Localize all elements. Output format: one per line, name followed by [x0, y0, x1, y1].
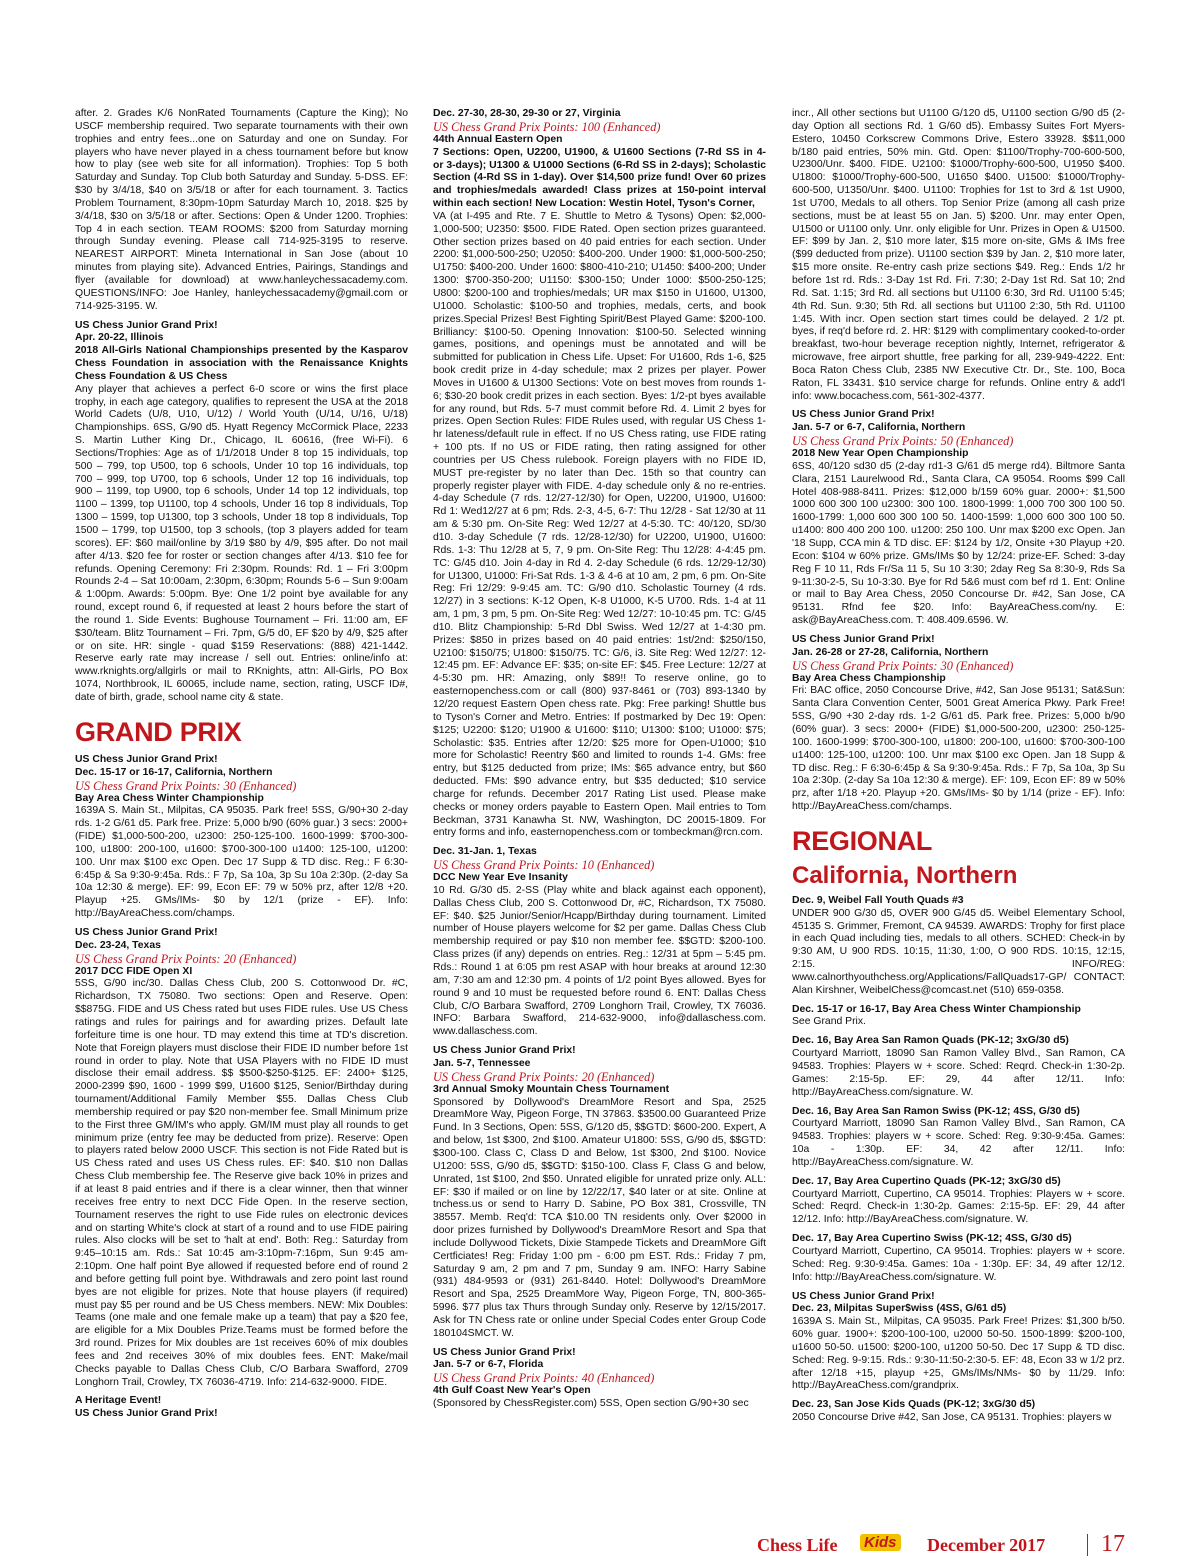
event-listing	[75, 320, 408, 705]
event-details: Any player that achieves a perfect 6-0 score or wins the first place trophy, in each age category, qualifies to represent the USA at the 2018 World Cadets (U/8, U10, U/12) / World Youth (U/14, U/16, U/18) Championships. 6SS, G/90 d5. Hyatt Regency McCormick Place, 2233 S. Martin Luther King Dr., Chicago, IL 60616, (free Wi-Fi). 6 Sections/Trophies: Age as of 1/1/2018 Under 8 top 15 individuals, top 500 – 799, top U500, top 6 schools, Under 10 top 16 individuals, top 700 – 999, top U700, top 6 schools, Under 12 top 16 individuals, top 900 – 1199, top U900, top 6 schools, Under 14 top 12 individuals, top 1100 – 1399, top U1100, top 4 schools, Under 16 top 8 individuals, Top 1300 – 1599, top U1300, top 3 schools, Under 18 top 8 individuals, Top 1500 – 1799, top U1500, top 3 schools, (top 3 players added for team scores). EF: $60 mail/online by 3/19 $80 by 4/9, $95 after. Do not mail after 4/13. $20 fee for roster or section changes after 4/13. $10 fee for refunds. Opening Ceremony: Fri 2:30pm. Rounds: Rd. 1 – Fri 3:00pm Rounds 2-4 – Sat 10:00am, 2:30pm, 6:30pm; Rounds 5-6 – Sun 9:00am & 1:00pm. Awards: 5:00pm. Bye: One 1/2 point bye available for any round, except round 6, if requested at least 2 hours before the start of the round 1. Side Events: Bughouse Tournament – Fri. 11:00 am, EF $30/team. Blitz Tournament – Fri. 7pm, G/5 d0, EF $20 by 4/9, $25 after or on site. HR: single - quad $159 Reservations: (888) 421-1442. Reserve early rate may increase / sell out. Entries: online/info at: www.rknights.org/allgirls or mail to RKnights, attn: All-Girls, PO Box 1074, Northbrook, IL 60065, include name, section, rating, USCF ID#, date of birth, grade, school name city & state.	[75, 383, 408, 703]
event-heading: Dec. 31-Jan. 1, Texas	[433, 846, 537, 858]
event-listing	[75, 754, 408, 921]
event-details: Fri: BAC office, 2050 Concourse Drive, #42, San Jose 95131; Sat&Sun: Santa Clara Convention Center, 5001 Great America Pkwy. Park Free! 5SS, G/90 +30 2-day rds. 1-2 G/61 d5. Park free. Prizes: 5,000 b/90 (60% guar). 3 secs: 2000+ (FIDE) $1,000-500-200, u2300: 250-125-100. 1600-1999: $700-300-100, u1800: 200-100, u1600: $700-300-100 u1400: 125-100, u1200: 100. Unr max $100 exc Open. Jan 18 Supp & TD disc. Reg.: F 6:30-6:45p & Sa 9:30-9:45a. Rds.: F 7p, Sa 10a, 3p Su 10a 2:30p. (2-day Sa 10a 12:30 & merge). EF: 109, Econ EF: 89 w 50% prz, after 1/18 +20. Playup +20. GMs/IMs- $0 by 1/14 (prize - EF). Info: http://BayAreaChess.com/champs.	[792, 685, 1125, 813]
grand-prix-points: US Chess Grand Prix Points: 20 (Enhanced)	[75, 951, 297, 966]
event-details: Courtyard Marriott, 18090 San Ramon Valley Blvd., San Ramon, CA 94583. Trophies: Players w + score. Sched: Reqrd. Check-in 1:30-2p. Games: 2:15-5p. EF: 29, 44 after 12/11. Info: http://BayAreaChess.com/signature. W.	[792, 1048, 1125, 1098]
event-heading: Dec. 23, San Jose Kids Quads (PK-12; 3xG/30 d5)	[792, 1399, 1036, 1411]
event-details: See Grand Prix.	[792, 1016, 866, 1028]
grand-prix-points: US Chess Grand Prix Points: 100 (Enhanced)	[433, 119, 661, 134]
event-listing	[792, 1106, 1125, 1170]
event-heading: US Chess Junior Grand Prix!	[433, 1346, 576, 1358]
event-heading: Jan. 5-7 or 6-7, Florida	[433, 1359, 544, 1371]
event-listing	[433, 1045, 766, 1341]
event-title: Bay Area Chess Championship	[792, 672, 946, 684]
event-heading: Dec. 9, Weibel Fall Youth Quads #3	[792, 894, 964, 906]
event-details: Courtyard Marriott, Cupertino, CA 95014. Trophies: players w + score. Sched: Reg. 9:30-9:45a. Games: 10a - 1:30p. EF: 34, 49 after 12/12. Info: http://BayAreaChess.com/signature. W.	[792, 1245, 1125, 1283]
event-heading: A Heritage Event!	[75, 1395, 162, 1407]
event-listing	[75, 1395, 408, 1421]
event-heading: Jan. 5-7 or 6-7, California, Northern	[792, 422, 966, 434]
event-details: 10 Rd. G/30 d5. 2-SS (Play white and black against each opponent), Dallas Chess Club, 200 S. Cottonwood Dr, #C, Richardson, TX 75080. EF: $40. $25 Junior/Senior/Hcapp/Birthday during tournament. Limited number of House players welcome for $2 per game. Dallas Chess Club membership required or pay $10 non member fee. $$GTD: $200-100. Class prizes (if any) depends on entries. Reg.: 12/31 at 5pm – 5:45 pm. Rds.: Round 1 at 6:05 pm rest ASAP with hour breaks at around 12:30 am, 7:30 am and 12:30 pm. 4 points of 1/2 point Byes allowed. Byes for round 9 and 10 must be requested before round 6. ENT: Dallas Chess Club, C/O Barbara Swafford, 2709 Longhorn Trail, Crowley, TX 76036. INFO: Barbara Swafford, 214-632-9000, info@dallaschess.com. www.dallaschess.com.	[433, 884, 766, 1038]
event-title: 7 Sections: Open, U2200, U1900, & U1600 Sections (7-Rd SS in 4- or 3-days); U1300 & U1000 Sections (6-Rd SS in 2-days); Scholastic Section (4-Rd SS in 1-day). Over $14,500 prize fund! Over 60 prizes and trophies/medals awarded! Class prizes at 150-point interval within each section! New Location: Westin Hotel, Tyson's Corner,	[433, 146, 766, 210]
event-title: DCC New Year Eve Insanity	[433, 872, 568, 884]
event-listing	[792, 1035, 1125, 1099]
event-details: (Sponsored by ChessRegister.com) 5SS, Open section G/90+30 sec	[433, 1398, 749, 1410]
footer-divider	[1087, 1534, 1088, 1556]
grand-prix-points: US Chess Grand Prix Points: 10 (Enhanced)	[433, 858, 655, 873]
event-title: 2017 DCC FIDE Open XI	[75, 965, 193, 977]
event-heading: Dec. 17, Bay Area Cupertino Swiss (PK-12; 4SS, G/30 d5)	[792, 1233, 1072, 1245]
event-listing	[792, 634, 1125, 814]
event-heading: Dec. 27-30, 28-30, 29-30 or 27, Virginia	[433, 108, 621, 119]
event-heading: Jan. 26-28 or 27-28, California, Northern	[792, 646, 989, 658]
event-details: Sponsored by Dollywood's DreamMore Resort and Spa, 2525 DreamMore Way, Pigeon Forge, TN 37863. $3500.00 Guaranteed Prize Fund. In 3 Sections, Open: 5SS, G/120 d5, $$GTD: $600-200. Expert, A and below, 1st $300, 2nd $100. Amateur U1800: 5SS, G/90 d5, $$GTD: $300-100. Class C, Class D and Below, 1st $300, 2nd $100. Novice U1200: 5SS, G/90 d5, $$GTD: $150-100. Class F, Class G and below, Unrated, 1st $100, 2nd $50. Unrated eligible for unrated prize only. ALL: EF: $30 if mailed or on line by 12/22/17, $40 later or at site. Online at tnchess.us or send to Harry D. Sabine, PO Box 381, Crossville, TN 38557. Memb. Req'd: TCA $10.00 TN residents only. Over $2000 in door prizes furnished by Dollywood's DreamMore Resort and Spa that include Dollywood Tickets, Dixie Stampede Tickets and DreamMore Gift Certficiates! Reg: Friday 1:00 pm - 6:00 pm EST. Rds.: Friday 7 pm, Saturday 9 am, 2 pm and 7 pm, Sunday 9 am. INFO: Harry Sabine (931) 484-9593 or (931) 261-8440. Hotel: Dollywood's DreamMore Resort and Spa, 2525 DreamMore Way, Pigeon Forge, TN, 800-365-5996. $77 plus tax Thurs through Sunday only. Reserve by 12/15/2017. Ask for TN Chess rate or online under Special Codes enter Group Code 180104SMCT. W.	[433, 1096, 766, 1339]
grand-prix-points: US Chess Grand Prix Points: 40 (Enhanced)	[433, 1371, 655, 1386]
event-heading: US Chess Junior Grand Prix!	[792, 633, 935, 645]
grand-prix-points: US Chess Grand Prix Points: 20 (Enhanced)	[433, 1069, 655, 1084]
event-details: Courtyard Marriott, 18090 San Ramon Valley Blvd., San Ramon, CA 94583. Trophies: players w + score. Sched: Reg. 9:30-9:45a. Games: 10a - 1:30p. EF: 34, 42 after 12/11. Info: http://BayAreaChess.com/signature. W.	[792, 1118, 1125, 1168]
event-title: 4th Gulf Coast New Year's Open	[433, 1385, 591, 1397]
event-listing	[433, 846, 766, 1039]
event-listing	[75, 108, 408, 314]
event-heading: Dec. 15-17 or 16-17, Bay Area Chess Winter Championship	[792, 1003, 1081, 1015]
event-heading: US Chess Junior Grand Prix!	[75, 319, 218, 331]
event-title: Bay Area Chess Winter Championship	[75, 792, 264, 804]
issue-date: December 2017	[927, 1535, 1046, 1555]
event-heading: US Chess Junior Grand Prix!	[75, 753, 218, 765]
event-details: 1639A S. Main St., Milpitas, CA 95035. Park free! 5SS, G/90+30 2-day rds. 1-2 G/61 d5. Park free. Prize: 5,000 b/90 (60% guar.) 3 secs: 2000+ (FIDE) $1,000-500-200, u2300: 250-125-100. 1600-1999: $700-300-100, u1800: 200-100, u1600: $700-300-100 u1400: 125-100, u1200: 100. Unr max $100 exc Open. Dec 17 Supp & TD disc. Reg.: F 6:30-6:45p & Sa 9:30-9:45a. Rds.: F 7p, Sa 10a, 3p Su 10a 2:30p. (2-day Sa 10a 12:30 & merge). EF: 99, Econ EF: 79 w 50% prz, after 12/8 +20. Playup +25. GMs/IMs- $0 by 12/1 (prize - EF). Info: http://BayAreaChess.com/champs.	[75, 805, 408, 920]
event-title: 2018 New Year Open Championship	[792, 448, 969, 460]
event-details: Courtyard Marriott, Cupertino, CA 95014. Trophies: Players w + score. Sched: Reqrd. Check-in 1:30-2p. Games: 2:15-5p. EF: 29, 44 after 12/12. Info: http://BayAreaChess.com/signature. W.	[792, 1188, 1125, 1226]
event-details: 6SS, 40/120 sd30 d5 (2-day rd1-3 G/61 d5 merge rd4). Biltmore Santa Clara, 2151 Laurelwood Rd., Santa Clara, CA 95054. Rooms $99 Call Hotel 408-988-8411. Prizes: $12,000 b/159 60% guar. 2000+: $1,500 1000 600 300 100 u2300: 300 100. 1800-1999: 1,000 700 300 100 50. 1600-1799: 1,000 600 300 100 50. 1400-1599: 1,000 600 300 100 50. u1400: 800 400 200 100. u1200: 250 100. Unr max $200 exc Open. Jan '18 Supp, CCA min & TD disc. EF: $124 by 1/2, Onsite +30 Playup +20. Econ: $104 w 60% prize. GMs/IMs $0 by 12/24: prize-EF. Sched: 3-day Reg F 10 11, Rds Fr/Sa 11 5, Su 10 3:30; 2day Reg Sa 8:30-9, Rds Sa 9-11:30-2-5, Su 10-3:30. Bye for Rd 5&6 must com bef rd 1. Ent: Online or mail to Bay Area Chess, 2050 Concourse Dr. #42, San Jose, CA 95131. Rfnd fee $20. Info: BayAreaChess.com/ny. E: ask@BayAreaChess.com. T: 408.409.6596. W.	[792, 460, 1125, 627]
section-heading: GRAND PRIX	[75, 716, 242, 747]
event-heading: US Chess Junior Grand Prix!	[433, 1045, 576, 1057]
event-heading: US Chess Junior Grand Prix!	[75, 926, 218, 938]
grand-prix-points: US Chess Grand Prix Points: 30 (Enhanced)	[792, 658, 1014, 673]
column-3	[792, 108, 1125, 1488]
page-footer	[757, 1532, 1137, 1558]
column-1	[75, 108, 408, 1488]
event-listing	[433, 1347, 766, 1411]
grand-prix-points: US Chess Grand Prix Points: 30 (Enhanced)	[75, 778, 297, 793]
event-heading: Dec. 16, Bay Area San Ramon Swiss (PK-12; 4SS, G/30 d5)	[792, 1105, 1080, 1117]
event-listing	[792, 108, 1125, 403]
event-details: UNDER 900 G/30 d5, OVER 900 G/45 d5. Weibel Elementary School, 45135 S. Grimmer, Fremont, CA 94539. AWARDS: Trophy for first place in each Quad including ties, medals to all others. SCHED: Check-in by 9:30 AM, U 900 RDS. 10:15, 11:30, 1:00, O 900 RDS. 10:15, 12:15, 2:15. INFO/REG: www.calnorthyouthchess.org/Applications/FallQuads17-GP/ CONTACT: Alan Kirshner, WeibelChess@comcast.net (510) 659-0358.	[792, 907, 1125, 996]
event-heading: Dec. 16, Bay Area San Ramon Quads (PK-12; 3xG/30 d5)	[792, 1035, 1069, 1047]
event-heading: Dec. 23-24, Texas	[75, 939, 161, 951]
event-title: 44th Annual Eastern Open	[433, 133, 563, 145]
event-heading: US Chess Junior Grand Prix!	[792, 1290, 935, 1302]
event-details: 1639A S. Main St., Milpitas, CA 95035. Park Free! Prizes: $1,300 b/50. 60% guar. 1900+: $200-100-100, u2000 50-50. 1500-1899: $200-100, u1600 50-50. u1500: $200-100, u1200 50-50. Dec 17 Supp & TD disc. Sched: Reg. 9-9:15. Rds.: 9:30-11:50-2:30-5. EF: 48, Econ 33 w 1/2 prz. after 12/18 +15, playup +25, GMs/IMs/NMs- $0 by 11/29. Info: http://BayAreaChess.com/grandprix.	[792, 1316, 1125, 1392]
section-heading: REGIONAL	[792, 825, 933, 856]
kids-logo: Kids	[860, 1534, 901, 1551]
event-title: 3rd Annual Smoky Mountain Chess Tournament	[433, 1083, 670, 1095]
event-listing	[792, 1176, 1125, 1227]
event-details: after. 2. Grades K/6 NonRated Tournaments (Capture the King); No USCF membership required. Two separate tournaments with their own trophies and entry fees...one on Saturday and one on Sunday. For players who have never played in a chess tournament before but know how to play (see web site for all information). Trophies: Top 5 both Saturday and Sunday. Top Club both Saturday and Sunday. 5-DSS. EF: $30 by 3/4/18, $40 on 3/5/18 or after for each tournament. 3. Tactics Problem Tournament, 8:30pm-10pm Saturday March 10, 2018. $25 by 3/4/18, $30 on 3/5/18 or after. Sections: Open & Under 1200. Trophies: Top 4 in each section. TEAM ROOMS: $200 from Saturday morning through Sunday evening. Please call 714-925-3195 to reserve. NEAREST AIRPORT: Mineta International in San Jose (about 10 minutes from playing site). Advanced Entries, Pairings, Standings and flyer (available for download) at www.hanleychessacademy.com. QUESTIONS/INFO: Joe Hanley, hanleychessacademy@gmail.com or 714-925-3195. W.	[75, 108, 408, 312]
event-heading: US Chess Junior Grand Prix!	[792, 409, 935, 421]
event-heading: Dec. 17, Bay Area Cupertino Quads (PK-12; 3xG/30 d5)	[792, 1175, 1061, 1187]
event-heading: Apr. 20-22, Illinois	[75, 332, 164, 344]
event-listing	[792, 1399, 1125, 1425]
event-listing	[792, 1291, 1125, 1394]
event-listing	[75, 927, 408, 1390]
region-heading: California, Northern	[792, 861, 1018, 889]
event-heading: Dec. 23, Milpitas Super$wiss (4SS, G/61 d5)	[792, 1303, 1007, 1315]
event-listing	[792, 1233, 1125, 1284]
event-heading: 2018 All-Girls National Championships presented by the Kasparov Chess Foundation in association with the Renaissance Knights Chess Foundation & US Chess	[75, 345, 408, 382]
column-2	[433, 108, 766, 1488]
event-heading: Jan. 5-7, Tennessee	[433, 1057, 531, 1069]
event-details: 5SS, G/90 inc/30. Dallas Chess Club, 200 S. Cottonwood Dr. #C, Richardson, TX 75080. Two sections: Open and Reserve. Open: $$875G. FIDE and US Chess rated but uses FIDE rules. Use US Chess ratings and rules for pairings and for awarding prizes. Default late forfeiture time is one hour. TD may extend this time at TD's discretion. Note that Foreign players must disclose their FIDE ID number before 1st round in order to play. Note that USA Players with no FIDE ID must disclose their email address. $$ $500-$250-$125. EF: 2400+ $125, 2000-2399 $90, 1600 - 1999 $99, U1600 $125, Senior/Birthday during tournament/Additional Family Member $55. Dallas Chess Club membership required or pay $20 non-member fee. Small Minimum prize to the First three GM/IM's who apply. GM/IM must play all rounds to get minimum prize (entry fee may be deducted from prize). Reserve: Open to players rated below 2000 USCF. This section is not Fide Rated but is US Chess rated and uses US Chess rules. EF: $40. $10 non Dallas Chess Club membership fee. The Reserve give back 10% in prizes and if at least 8 paid entries and if there is a clear winner, then that winner receives free entry to next DCC Fide Open. In the reserve section, Tournament reserves the right to use Fide rules on electronic devices and on starting White's clock at start of a round and to use FIDE pairing rules. Also clocks will be set to 'halt at end'. Both: Reg.: Saturday from 9:45–10:15 am. Rds.: Sat 10:45 am-3:10pm-7:16pm, Sun 9:45 am- 2:10pm. One half point Bye allowed if requested before end of round 2 and before getting full point bye. Withdrawals and zero point last round byes are not eligible for prizes. Note that house players (if required) must pay $5 per round and be US Chess members. NEW: Mix Doubles: Teams (one male and one female make up a team) that pay a $20 fee, are eligible for a Mix Doubles Prize.Teams must be formed before the 3rd round. Prizes for Mix doubles are 1st receives 60% of mix doubles fees and 2nd receives 30% of mix doubles fees. ENT: Make/mail Checks payable to Dallas Chess Club, C/O Barbara Swafford, 2709 Longhorn Trail, Crowley, TX 76036-4719. Info: 214-632-9000. FIDE.	[75, 978, 408, 1388]
event-heading: US Chess Junior Grand Prix!	[75, 1408, 218, 1420]
event-details: 2050 Concourse Drive #42, San Jose, CA 95131. Trophies: players w	[792, 1412, 1112, 1424]
event-listing	[433, 108, 766, 840]
magazine-name: Chess Life	[757, 1535, 838, 1555]
page-number: 17	[1101, 1531, 1125, 1557]
event-listing	[792, 409, 1125, 628]
grand-prix-points: US Chess Grand Prix Points: 50 (Enhanced)	[792, 434, 1014, 449]
event-heading: Dec. 15-17 or 16-17, California, Northern	[75, 766, 273, 778]
event-details: VA (at I-495 and Rte. 7 E. Shuttle to Metro & Tysons) Open: $2,000-1,000-500; U2350: $500. FIDE Rated. Open section prizes guaranteed. Other section prizes based on 40 paid entries for each section. Under 2200: $1,000-500-250; U2050: $400-200. Under 1900: $1,000-500-250; U1750: $400-200. Under 1600: $800-410-210; U1450: $400-200; Under 1300: $700-350-200; U1150: $300-150; Under 1000: $500-250-125; U800: $200-100 and trophies/medals; UR max $150 in U1600, U1300, U1000. Scholastic: $100-50 and trophies, medals, certs, and book prizes.Special Prizes! Best Fighting Spirit/Best Played Game: $200-100. Brilliancy: $100-50. Opening Innovation: $100-50. Selected winning games, positions, and openings must be annotated and will be submitted for publication in Chess Life. Upset: For U1600, Rds 1-6, $25 book credit prize in 4-day schedule; max 2 prizes per player. Power Moves in U1600 & U1300 Sections: Vote on best moves from rounds 1-6; $30-20 book credit prizes in each section. Byes: 1/2-pt byes available for any round, but Rds. 5-7 must commit before Rd. 4. Limit 2 byes for prizes. Open Section Rules: FIDE Rules used, with regular US Chess 1-hr lateness/default rule in effect. If no US Chess rating, use FIDE rating + 100 pts. If no US or FIDE rating, then rating assigned for other countries per US Chess rulebook. Foreign players with no FIDE ID, MUST pre-register by no later than Dec. 15th so that country can properly register player with FIDE. 4-day schedule only & no re-entries. 4-day Schedule (7 rds. 12/27-12/30) for Open, U2200, U1900, U1600: Rd 1: Wed12/27 at 6 pm; Rds. 2-3, 4-5, 6-7: Thu 12/28 - Sat 12/30 at 11 am & 5:30 pm. On-Site Reg: Wed 12/27 at 4-5:30. TC: 40/120, SD/30 d10. 3-day Schedule (7 rds. 12/28-12/30) for U2200, U1900, U1600: Rds. 1-3: Thu 12/28 at 5, 7, 9 pm. On-Site Reg: Thu 12/28: 4-4:45 pm. TC: G/45 d10. Join 4-day in Rd 4. 2-day Schedule (6 rds. 12/29-12/30) for U1300, U1000: Fri-Sat Rds. 1-3 & 4-6 at 10 am, 2 pm, 6 pm. On-Site Reg: Fri 12/29: 9-9:45 am. TC: G/90 d10. Scholastic Tourney (4 rds. 12/27) in 3 sections: K-12 Open, K-8 U1000, K-5 U700. Rds. 1-4 at 11 am, 1 pm, 3 pm, 5 pm. On-Site Reg: Wed 12/27: 10-10:45 pm. TC: G/45 d10. Blitz Championship: 5-Rd Dbl Swiss. Wed 12/27 at 1-4:30 pm. Prizes: $850 in prizes based on 40 paid entries: 1st/2nd: $250/150, U2100: $150/75; U1800: $150/75. TC: G/6, i3. Site Reg: Wed 12/27: 12-12:45 pm. EF: Advance EF: $35; on-site EF: $45. Free Lecture: 12/27 at 4-5:30 pm. HR: Amazing, only $89!! To reserve online, go to easternopenchess.com or call (800) 937-8461 or (703) 893-1340 by 12/20 request Eastern Open chess rate. Pkg: Free parking! Shuttle bus to Tyson's Corner and Metro. Entries: If postmarked by Dec 19: Open: $125; U2200: $120; U1900 & U1600: $110; U1300: $100; U1000: $75; Scholastic: $35. Entries after 12/20: $25 more for Open-U1000; $10 more for Scholastic! Reentry $60 and limited to rounds 1-4. GMs: free entry, but $125 deducted from prize; IMs: $65 advance entry, but $60 deducted. FMs: $90 advance entry, but $35 deducted; $10 service charge for refunds. December 2017 Rating List used. Please make checks or money orders payable to Eastern Open. Mail entries to Tom Beckman, 3731 Kanawha St. NW, Washington, DC 20015-1809. For entry forms and info, easternopenchess.com or tombeckman@rcn.com.	[433, 210, 766, 839]
event-details: incr., All other sections but U1100 G/120 d5, U1100 section G/90 d5 (2-day Option all sections Rd. 1 G/60 d5). Embassy Suites Fort Myers-Estero, 10450 Corkscrew Commons Drive, Estero 33928. $$11,000 b/180 paid entries, 50% min. Gtd. Open: $1100/Trophy-700-600-500, U2300/Unr. $400. FIDE. U2100: $1000/Trophy-600-500, U1950 $400. U1800: $1000/Trophy-600-500, U1650 $400. U1500: $1000/Trophy-600-500, U1350/Unr. $400. U1100: Trophies for 1st to 3rd & 1st U900, 1st U700, Medals to all others. Top Senior Prize (among all cash prize sections, must be at least 55 on Jan. 5) $200. Unr. may enter Open, U1500 or U1100 only. Unr. only eligible for Unr. Prizes in Open & U1500. EF: $99 by Jan. 2, $10 more later, $15 more on-site, GMs & IMs free ($99 deducted from prize). U1100 section $39 by Jan. 2, $10 more later, $15 more onsite. Re-entry cash prize sections $49. Reg.: Ends 1/2 hr before 1st rd. Rds.: 3-Day 1st Rd. Fri. 7:30; 2-Day 1st Rd. Sat 10; 2nd Rd. Sat. 1:15; 3rd Rd. all sections but U1100 6:30, 3rd Rd. U1100 5:45; 4th Rd. Sun. 9:30; 5th Rd. all sections but U1100 2:30, 5th Rd. U1100 1:45. With incr. Open section start times could be delayed. 2 1/2 pt. byes, if req'd before rd. 2. HR: $129 with complimentary cooked-to-order breakfast, two-hour beverage reception nightly, Internet, refrigerator & microwave, free airport shuttle, free parking for all, 239-949-4222. Ent: Boca Raton Chess Club, 2385 NW Executive Ctr. Dr., Ste. 100, Boca Raton, FL 33431. $10 service charge for refunds. Online entry & add'l info: www.bocachess.com, 561-302-4377.	[792, 108, 1125, 402]
event-listing	[792, 1004, 1125, 1030]
event-listing	[792, 895, 1125, 998]
